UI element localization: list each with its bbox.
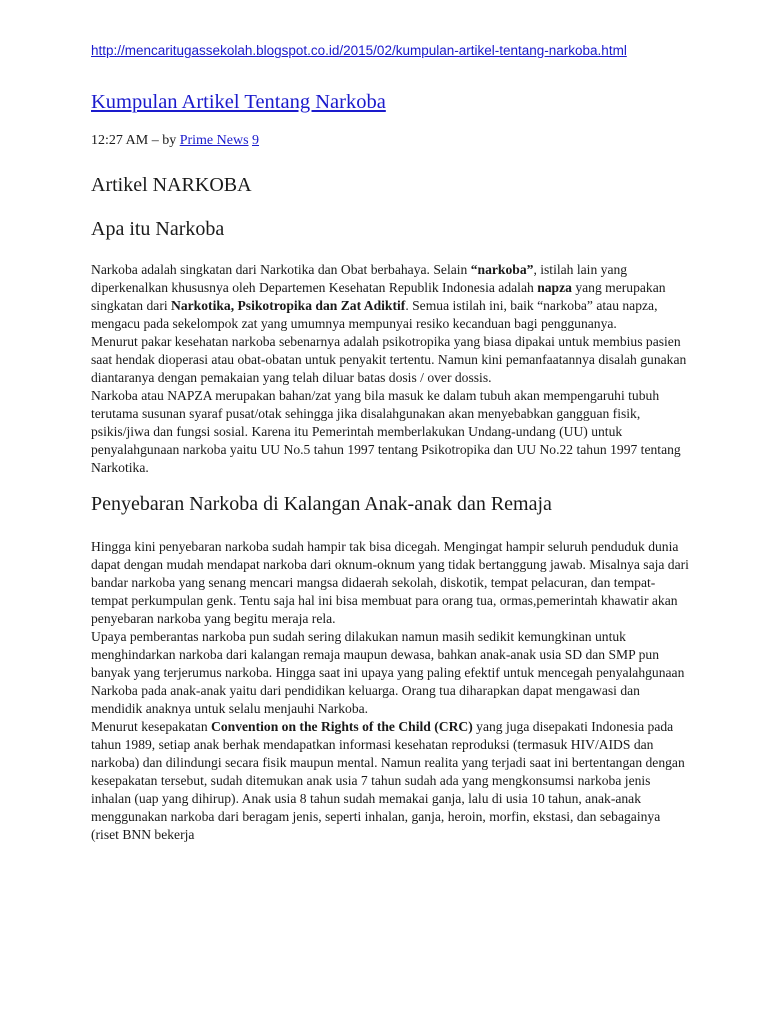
by-separator: – by [148,133,180,148]
paragraph: Narkoba atau NAPZA merupakan bahan/zat yang bila masuk ke dalam tubuh akan mempengaruhi tubuh terutama susunan syaraf pusat/otak sehingga jika disalahgunakan akan menyebabkan gangguan fisik, psikis/jiwa dan fungsi sosial. Karena itu Pemerintah memberlakukan Undang-undang (UU) untuk penyalahgunaan narkoba yaitu UU No.5 tahun 1997 tentang Psikotropika dan UU No.22 tahun 1997 tentang Narkotika. [91,388,681,475]
paragraph: Menurut pakar kesehatan narkoba sebenarnya adalah psikotropika yang biasa dipakai untuk membius pasien saat hendak dioperasi atau obat-obatan untuk penyakit tertentu. Namun kini pemanfaatannya disalah gunakan diantaranya dengan pemakaian yang telah diluar batas dosis / over dossis. [91,334,687,385]
section-apa-itu-narkoba [91,261,691,477]
author-link[interactable]: Prime News [179,133,249,148]
post-time: 12:27 AM [91,133,149,148]
source-url-link[interactable]: http://mencaritugassekolah.blogspot.co.id/2015/02/kumpulan-artikel-tentang-narkoba.html [91,43,627,58]
comments-count-link[interactable]: 9 [252,133,260,148]
heading-apa-itu-narkoba: Apa itu Narkoba [91,218,225,240]
heading-penyebaran-narkoba: Penyebaran Narkoba di Kalangan Anak-anak dan Remaja [91,493,552,515]
paragraph: Narkoba adalah singkatan dari Narkotika dan Obat berbahaya. Selain “narkoba”, istilah lain yang diperkenalkan khususnya oleh Departemen Kesehatan Republik Indonesia adalah napza yang merupakan singkatan dari Narkotika, Psikotropika dan Zat Adiktif. Semua istilah ini, baik “narkoba” atau napza, mengacu pada sekelompok zat yang umumnya mempunyai resiko kecanduan bagi penggunanya. [91,262,666,331]
document-page [91,42,691,844]
paragraph: Menurut kesepakatan Convention on the Rights of the Child (CRC) yang juga disepakati Indonesia pada tahun 1989, setiap anak berhak mendapatkan informasi kesehatan reproduksi (termasuk HIV/AIDS dan narkoba) dan dilindungi secara fisik maupun mental. Namun realita yang terjadi saat ini bertentangan dengan kesepakatan tersebut, sudah ditemukan anak usia 7 tahun sudah ada yang mengkonsumsi narkoba jenis inhalan (uap yang dihirup). Anak usia 8 tahun sudah memakai ganja, lalu di usia 10 tahun, anak-anak menggunakan narkoba dari beragam jenis, seperti inhalan, ganja, heroin, morfin, ekstasi, dan sebagainya (riset BNN bekerja [91,719,685,842]
paragraph: Hingga kini penyebaran narkoba sudah hampir tak bisa dicegah. Mengingat hampir seluruh penduduk dunia dapat dengan mudah mendapat narkoba dari oknum-oknum yang tidak bertanggung jawab. Misalnya saja dari bandar narkoba yang senang mencari mangsa didaerah sekolah, diskotik, tempat pelacuran, dan tempat-tempat perkumpulan genk. Tentu saja hal ini bisa membuat para orang tua, ormas,pemerintah khawatir akan penyebaran narkoba yang begitu meraja rela. [91,539,689,626]
heading-artikel-narkoba: Artikel NARKOBA [91,174,252,196]
paragraph: Upaya pemberantas narkoba pun sudah sering dilakukan namun masih sedikit kemungkinan untuk menghindarkan narkoba dari kalangan remaja maupun dewasa, bahkan anak-anak usia SD dan SMP pun banyak yang terjerumus narkoba. Hingga saat ini upaya yang paling efektif untuk mencegah penyalahgunaan Narkoba pada anak-anak yaitu dari pendidikan keluarga. Orang tua diharapkan dapat mengawasi dan mendidik anaknya untuk selalu menjauhi Narkoba. [91,629,685,716]
post-meta [91,132,691,150]
post-title-link[interactable]: Kumpulan Artikel Tentang Narkoba [91,91,386,113]
section-penyebaran-narkoba [91,538,691,844]
post-title [91,89,691,115]
